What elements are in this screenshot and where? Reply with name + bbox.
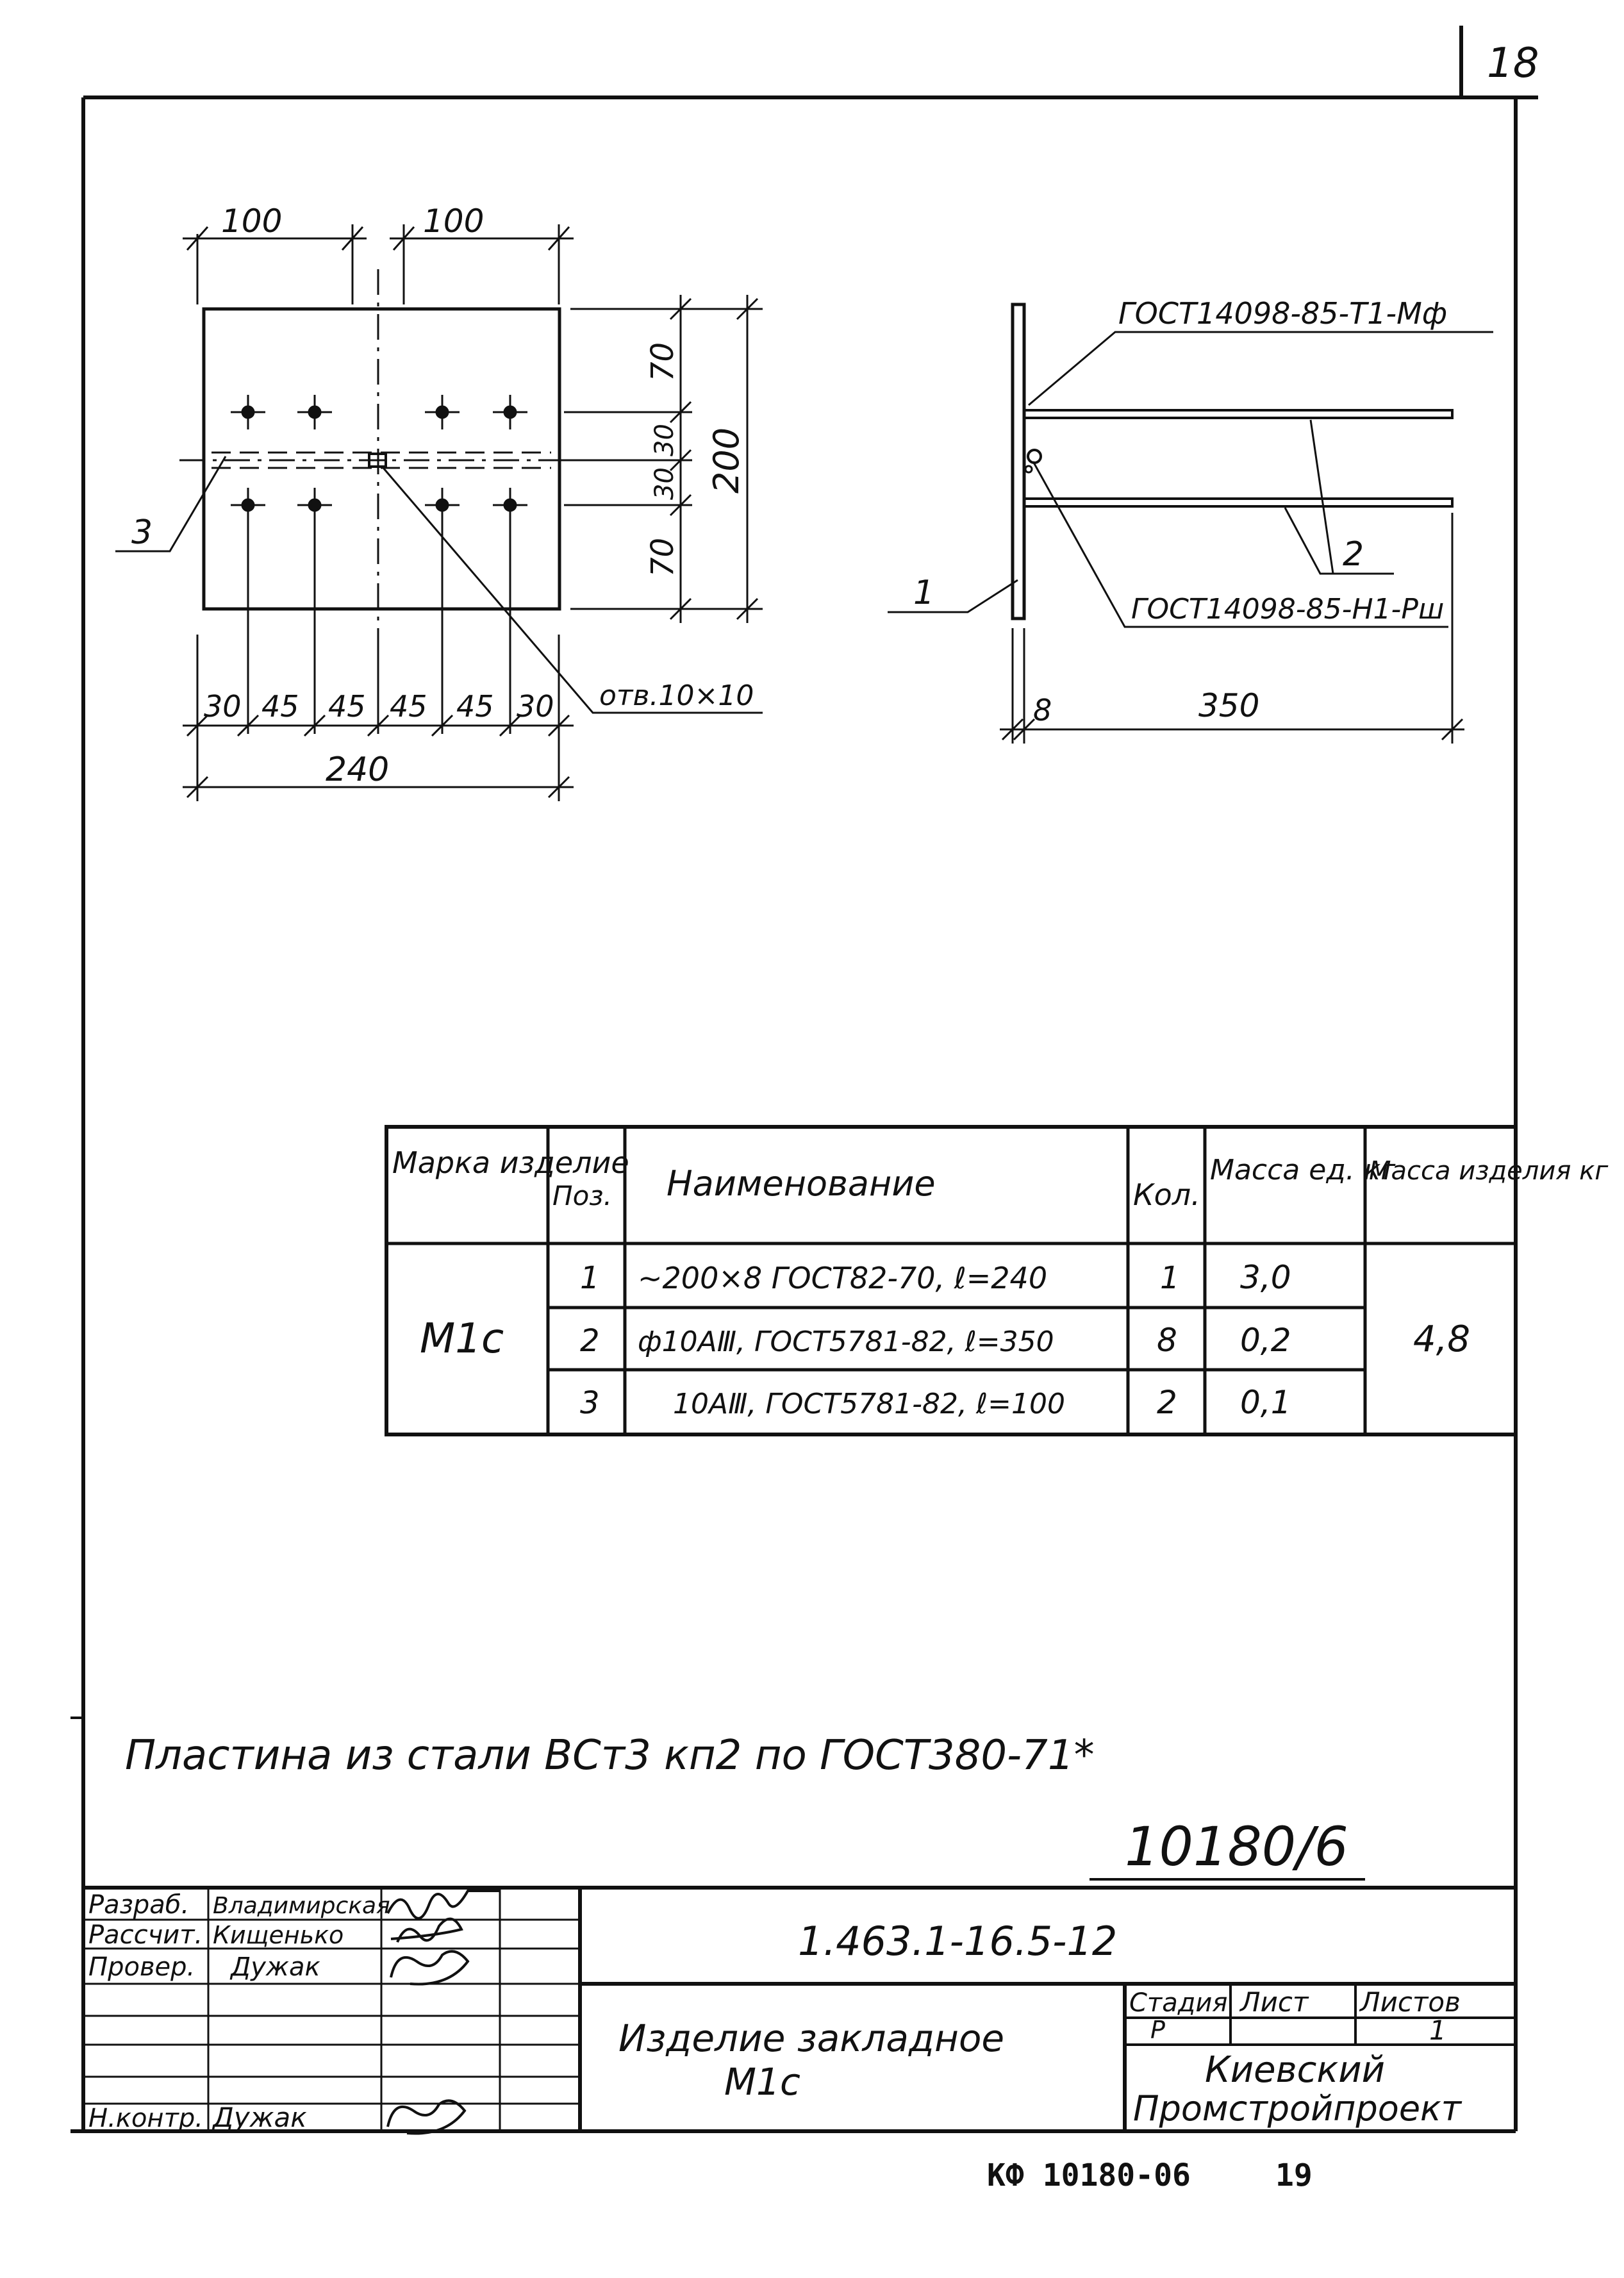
sheet-header: Лист xyxy=(1240,1986,1309,2018)
role-checked: Провер. xyxy=(88,1952,195,1982)
dim-bottom-45-a: 45 xyxy=(261,689,299,724)
row3-mass: 0,1 xyxy=(1240,1384,1291,1421)
sheets-header: Листов xyxy=(1360,1986,1461,2018)
signature-developer xyxy=(388,1891,500,1918)
dim-bottom-30-left: 30 xyxy=(204,689,242,724)
sheets-value: 1 xyxy=(1429,2015,1446,2046)
dim-top-left: 100 xyxy=(221,203,283,240)
title-block xyxy=(83,1888,1516,2134)
weld-top-leader xyxy=(1029,332,1493,405)
hole-note: отв.10×10 xyxy=(599,679,754,712)
signature-checked xyxy=(391,1951,468,1984)
footer-page: 19 xyxy=(1275,2157,1313,2193)
name-developer: Владимирская xyxy=(213,1893,390,1919)
stage-header: Стадия xyxy=(1129,1988,1228,2018)
hdr-unit-mass: Масса ед. кг xyxy=(1210,1154,1396,1186)
org-line2: Промстройпроект xyxy=(1133,2088,1462,2129)
dim-right-70-top: 70 xyxy=(645,342,681,381)
callout-2: 2 xyxy=(1343,535,1364,574)
stage-value: Р xyxy=(1150,2016,1165,2044)
doc-code: 1.463.1-16.5-12 xyxy=(798,1918,1118,1965)
callout-2-leader-a xyxy=(1311,420,1333,574)
dim-right-70-bottom: 70 xyxy=(645,537,681,577)
plan-view xyxy=(115,203,763,801)
row3-name: 10АⅢ, ГОСТ5781-82, ℓ=100 xyxy=(673,1388,1065,1420)
footer-code: КФ 10180-06 xyxy=(987,2157,1191,2193)
callout-3: 3 xyxy=(131,513,153,552)
role-norm-control: Н.контр. xyxy=(88,2104,203,2133)
plate-section xyxy=(1013,304,1024,619)
row2-name: ф10АⅢ, ГОСТ5781-82, ℓ=350 xyxy=(638,1326,1054,1358)
title-line2: М1с xyxy=(724,2060,800,2104)
row3-pos: 3 xyxy=(580,1385,600,1421)
row2-mass: 0,2 xyxy=(1240,1322,1291,1359)
dim-width: 240 xyxy=(326,751,390,789)
weld-top-label: ГОСТ14098-85-Т1-Мф xyxy=(1118,296,1448,331)
row1-mass: 3,0 xyxy=(1240,1259,1291,1296)
bar-pos3-section xyxy=(1028,450,1041,463)
dim-bottom-30-right: 30 xyxy=(517,689,554,724)
weld-mark xyxy=(1025,466,1032,472)
title-line1: Изделие закладное xyxy=(618,2016,1005,2060)
callout-2-leader-b xyxy=(1285,508,1394,574)
signature-norm-control xyxy=(388,2100,465,2133)
callout-1-leader xyxy=(888,580,1018,612)
hdr-mark: Марка изделие xyxy=(392,1145,629,1180)
hdr-total-mass: Масса изделия кг xyxy=(1369,1156,1609,1186)
hdr-name: Наименование xyxy=(667,1163,936,1204)
total-mass: 4,8 xyxy=(1413,1318,1471,1360)
dim-right-30-b: 30 xyxy=(650,467,679,500)
callout-1: 1 xyxy=(913,574,935,612)
role-calculated: Рассчит. xyxy=(88,1920,203,1950)
name-calculated: Кищенько xyxy=(213,1921,344,1949)
row3-qty: 2 xyxy=(1157,1384,1177,1421)
hdr-qty: Кол. xyxy=(1133,1177,1200,1212)
sheet-number: 18 xyxy=(1487,40,1539,87)
weld-bottom-label: ГОСТ14098-85-Н1-Рш xyxy=(1131,593,1445,626)
role-developer: Разраб. xyxy=(88,1890,190,1920)
name-checked: Дужак xyxy=(231,1952,320,1982)
dim-bottom-45-c: 45 xyxy=(390,689,427,724)
dim-bottom-45-d: 45 xyxy=(456,689,494,724)
plate-outline xyxy=(204,309,559,609)
inventory-number: 10180/6 xyxy=(1125,1815,1348,1878)
row2-pos: 2 xyxy=(580,1323,600,1359)
dim-top-right: 100 xyxy=(423,203,485,240)
dim-right-30-a: 30 xyxy=(650,424,679,456)
row1-name: ∼200×8 ГОСТ82-70, ℓ=240 xyxy=(638,1261,1048,1295)
row1-qty: 1 xyxy=(1160,1260,1180,1296)
side-view xyxy=(888,296,1493,744)
spec-table xyxy=(386,1127,1609,1434)
dim-thickness: 8 xyxy=(1033,693,1052,727)
org-line1: Киевский xyxy=(1205,2049,1386,2091)
dim-bottom-45-b: 45 xyxy=(328,689,366,724)
name-norm-control: Дужак xyxy=(213,2102,307,2133)
mark-value: М1с xyxy=(420,1315,504,1363)
bar-top xyxy=(1024,410,1452,418)
material-note: Пластина из стали ВСт3 кп2 по ГОСТ380-71* xyxy=(125,1732,1095,1779)
signature-calculated xyxy=(391,1919,461,1942)
row2-qty: 8 xyxy=(1157,1322,1177,1359)
dim-height: 200 xyxy=(706,427,747,494)
bar-bottom xyxy=(1024,499,1452,506)
hdr-pos: Поз. xyxy=(552,1180,612,1211)
dim-length: 350 xyxy=(1198,687,1260,724)
row1-pos: 1 xyxy=(580,1260,600,1296)
